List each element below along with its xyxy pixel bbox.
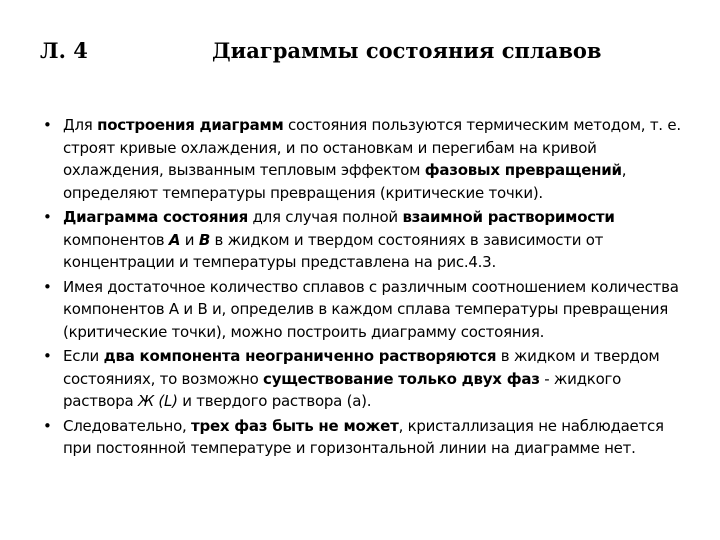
bullet-marker: • [43,208,52,226]
bold-text [199,231,210,249]
plain-text: для случая полной [248,208,403,226]
plain-text: состояния пользуются термическим методом, т. е. строят кривые охлаждения, и по остановкам и перегибам на кривой охлаждения, вызванным тепловым эффектом [63,116,681,179]
emphasis-text: В [198,230,210,249]
plain-text: - жидкого раствора [63,369,622,410]
bullet-marker: • [43,116,52,134]
bold-text: фазовых превращений [424,161,622,179]
bullet-item [43,345,683,413]
plain-text: , кристаллизация не наблюдается при постоянной температуре и горизонтальной линии на диаграмме нет. [63,416,664,457]
plain-text: компонентов [63,230,169,249]
bold-text [169,231,180,249]
slide-header [40,36,700,76]
italic-text: Ж (L) [137,392,178,410]
plain-text: и [180,230,199,249]
bullet-list [43,114,683,460]
plain-text: в жидком и твердом состояниях в зависимости от концентрации и температуры представлена на рис.4.3. [63,230,604,271]
bullet-text [63,347,660,410]
bullet-marker: • [43,416,52,435]
bullet-item [43,415,683,460]
bullet-text [63,208,615,271]
plain-text: Для [63,116,98,134]
bullet-text [63,417,664,458]
plain-text: , определяют температуры превращения (критические точки). [63,161,627,202]
bullet-item [43,114,683,204]
emphasis-text: А [168,230,181,249]
bold-text: Диаграмма состояния [63,208,249,226]
bold-text: трех фаз быть не может [191,416,399,435]
plain-text: Следовательно, [63,416,192,435]
bold-text: существование только двух фаз [263,369,540,388]
bullet-marker: • [43,277,52,296]
bold-text: два компонента неограниченно растворяются [103,347,497,365]
plain-text: Если [63,347,104,365]
bullet-item [43,206,683,274]
slide-content [43,114,683,462]
plain-text: Имея достаточное количество сплавов с различным соотношением количества компонентов А и В и, определив в каждом сплава температуры превращения (критические точки), можно построить диаграмму состояния. [63,277,679,341]
plain-text: и твердого раствора (а). [177,392,372,410]
bullet-text [63,116,681,202]
bullet-text [63,278,679,341]
bullet-item [43,276,683,344]
lecture-number: Л. 4 [40,38,88,63]
bold-text: взаимной растворимости [402,208,615,226]
bold-text: построения диаграмм [97,116,284,134]
plain-text: в жидком и твердом состояниях, то возможно [63,347,660,388]
slide-title: Диаграммы состояния сплавов [212,38,602,63]
bullet-marker: • [43,347,52,365]
